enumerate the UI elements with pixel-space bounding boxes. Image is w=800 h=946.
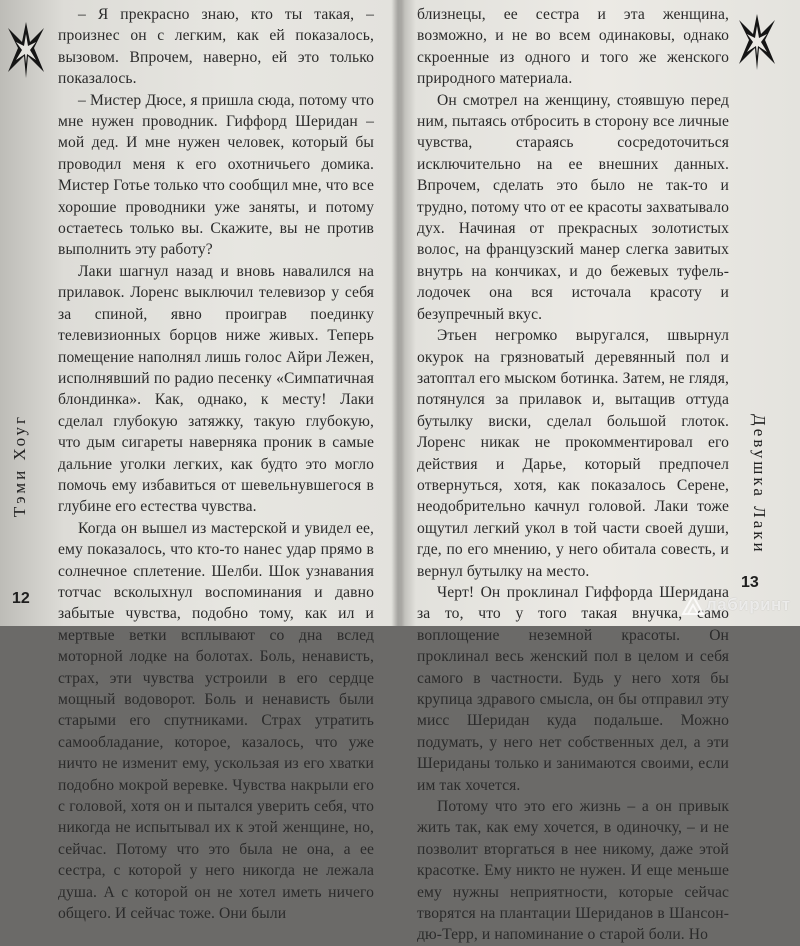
right-page-text [417, 4, 729, 946]
watermark [680, 592, 791, 618]
paragraph: Этьен негромко выругался, швырнул окурок на грязноватый деревянный пол и затоптал его мыском ботинка. Затем, не глядя, потянулся за прилавок и, вытащив оттуда бутылку виски, сделал большой глоток. Лоренс никак не прокомментировал его действия и Дарье, который предпочел отвернуться, хотя, как показалось Серене, неодобрительно качнул головой. Лаки тоже ощутил легкий укол в той части своей души, где, по его мнению, у него обитала совесть, и вернул бутылку на место. [417, 327, 729, 580]
running-head-title: Девушка Лаки [750, 414, 769, 555]
right-page [405, 0, 800, 944]
watermark-text: лабиринт [706, 595, 791, 614]
running-head-author: Тэми Хоуг [10, 414, 29, 518]
paragraph: близнецы, ее сестра и эта женщина, возможно, и не во всем одинаковы, однако скроенные из одного и того же женского природного материала. [417, 6, 729, 88]
left-page-text [58, 4, 374, 924]
labyrinth-logo-icon [680, 592, 706, 618]
paragraph: Когда он вышел из мастерской и увидел ее, ему показалось, что кто-то нанес удар прямо в солнечное сплетение. Шелби. Шок узнавания тотчас всколыхнул воспоминания и давно забытые чувства, подобно тому, как ил и мертвые ветки всплывают со дна вслед моторной лодке на болотах. Боль, ненависть, страх, эти чувства устроили в его сердце мощный водоворот. Боль и ненависть были старыми его спутниками. Страх утратить самообладание, которое, казалось, что уже ничто не изменит ему, ускользая из его хватки подобно мокрой веревке. Чувства накрыли его с головой, хотя он и пытался уверить себя, что никогда не испытывал их к этой женщине, но, сейчас. Потому что это была не она, а ее сестра, с которой у него никогда не лежала душа. А с которой он не хотел иметь ничего общего. И сейчас тоже. Они были [58, 519, 374, 923]
paragraph: Лаки шагнул назад и вновь навалился на прилавок. Лоренс выключил телевизор у себя за спиной, явно проиграв поединку телевизионных борцов ниже живых. Теперь помещение наполнял лишь голос Айри Лежен, исполнявший по радио песенку «Симпатичная блондинка». Как, однако, к месту! Лаки сделал глубокую затяжку, такую глубокую, что дым сигареты наверняка проник в самые дальние уголки легких, как будто это могло помочь ему избавиться от шевельнувшегося в глубине его естества чувства. [58, 262, 374, 516]
star-ornament-icon [6, 20, 46, 80]
paragraph: Он смотрел на женщину, стоявшую перед ним, пытаясь отбросить в сторону все личные чувства, стараясь сосредоточиться исключительно на ее внешних данных. Впрочем, сделать это было не так-то и трудно, потому что от ее красоты захватывало дух. Начиная от прекрасных золотистых волос, на французский манер слегка завитых внутрь на кончиках, и до бежевых туфель-лодочек она вся источала красоту и безупречный вкус. [417, 91, 729, 323]
paragraph: – Мистер Дюсе, я пришла сюда, потому что мне нужен проводник. Гиффорд Шеридан – мой дед. И мне нужен человек, который бы проводил меня к его охотничьего домика. Мистер Готье только что сообщил мне, что все хорошие проводники уже заняты, и потому остаетесь только вы. Скажите, вы не против выполнить эту работу? [58, 91, 374, 259]
paragraph: Потому что это его жизнь – а он привык жить так, как ему хочется, в одиночку, – и не позволит вторгаться в нее никому, даже этой красотке. Ему никто не нужен. И еще меньше ему нужны неприятности, которые сейчас творятся на плантации Шериданов в Шансон-дю-Терр, и напоминание о старой боли. Но [417, 798, 729, 944]
paragraph: – Я прекрасно знаю, кто ты такая, – произнес он с легким, как ей показалось, вызовом. Впрочем, наверно, ей это только показалось. [58, 6, 374, 88]
star-ornament-icon [735, 12, 779, 72]
page-number: 13 [741, 574, 759, 591]
page-number: 12 [12, 590, 30, 607]
left-page [0, 0, 395, 923]
paragraph: Черт! Он проклинал Гиффорда Шеридана за то, что у того такая внучка, само воплощение неземной красоты. Он проклинал весь женский пол в целом и себя самого в частности. Будь у него хотя бы крупица здравого смысла, он бы отправил эту мисс Шеридан куда подальше. Можно подумать, у него нет собственных дел, а эти Шериданы только и занимаются своими, если им так хочется. [417, 583, 729, 794]
